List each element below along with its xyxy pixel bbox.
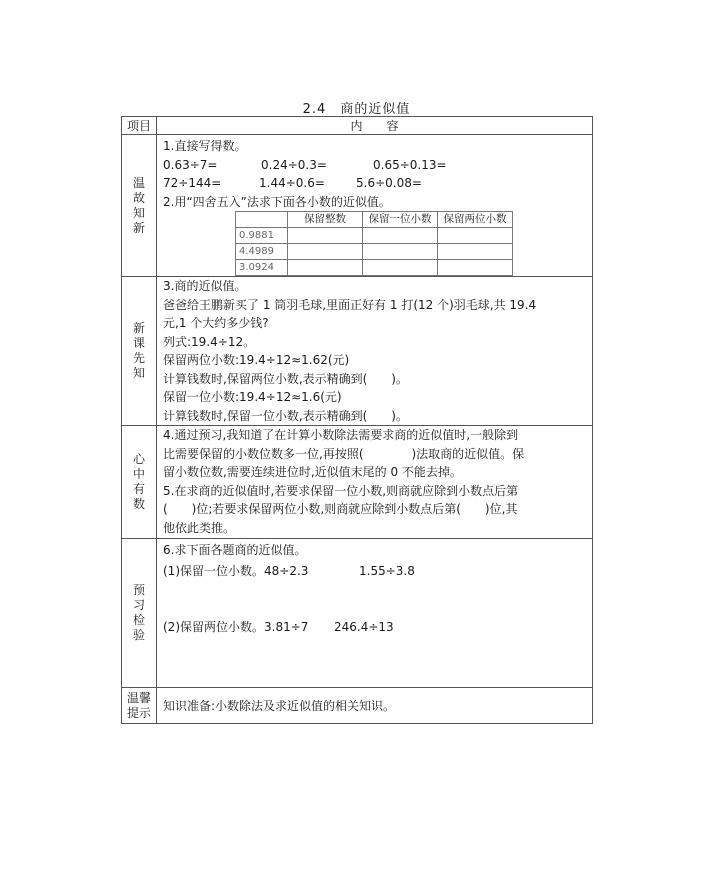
section-label-review: 温 故 知 新 — [122, 135, 157, 277]
header-content: 内 容 — [157, 117, 593, 135]
section-label-new-lesson: 新 课 先 知 — [122, 277, 157, 426]
header-item: 项目 — [122, 117, 157, 135]
table-row: 3.0924 — [236, 260, 513, 276]
answer-cell[interactable] — [438, 244, 513, 260]
section-key-points-content: 4.通过预习,我知道了在计算小数除法需要求商的近似值时,一般除到 比需要保留的小数位数多一位,再按照( )法取商的近似值。保 留小数位数,需要连续进位时,近似值末尾的 0 不能去掉。 5.在求商的近似值时,若要求保留一位小数,则商就应除到小数点后第 ( )位;若要求保留两位小数,则商就应除到小数点后第( )位,其 他依此类推。 — [157, 426, 593, 539]
col-integer: 保留整数 — [288, 212, 363, 228]
section-preview-check-content — [157, 539, 593, 688]
section-new-lesson-content: 3.商的近似值。 爸爸给王鹏新买了 1 筒羽毛球,里面正好有 1 打(12 个)羽毛球,共 19.4 元,1 个大约多少钱? 列式:19.4÷12。 保留两位小数:19.4÷12≈1.62(元) 计算钱数时,保留两位小数,表示精确到( )。 保留一位小数:19.4÷12≈1.6(元) 计算钱数时,保留一位小数,表示精确到( )。 — [157, 277, 593, 426]
question-6-part-1: (1)保留一位小数。48÷2.3 1.55÷3.8 — [163, 563, 415, 578]
answer-cell[interactable] — [363, 260, 438, 276]
section-new-lesson — [122, 277, 593, 426]
table-row: 4.4989 — [236, 244, 513, 260]
question-1-row-1: 0.63÷7= 0.24÷0.3= 0.65÷0.13= — [163, 157, 447, 172]
approximation-table — [235, 211, 513, 276]
section-preview-check — [122, 539, 593, 688]
section-review-content — [157, 135, 593, 277]
section-review — [122, 135, 593, 277]
answer-cell[interactable] — [288, 228, 363, 244]
page-title: 2.4 商的近似值 — [302, 102, 411, 117]
table-row: 0.9881 — [236, 228, 513, 244]
answer-cell[interactable] — [363, 244, 438, 260]
worksheet-table — [121, 116, 593, 724]
question-6-part-2: (2)保留两位小数。3.81÷7 246.4÷13 — [163, 620, 394, 634]
section-label-tips: 温馨 提示 — [122, 688, 157, 724]
answer-cell[interactable] — [288, 260, 363, 276]
answer-cell[interactable] — [363, 228, 438, 244]
col-two-decimal: 保留两位小数 — [438, 212, 513, 228]
col-one-decimal: 保留一位小数 — [363, 212, 438, 228]
answer-cell[interactable] — [438, 260, 513, 276]
question-2-title: 2.用“四舍五入”法求下面各小数的近似值。 — [163, 194, 391, 209]
section-label-preview-check: 预 习 检 验 — [122, 539, 157, 688]
answer-cell[interactable] — [438, 228, 513, 244]
question-6-title: 6.求下面各题商的近似值。 — [163, 543, 307, 557]
section-label-key-points: 心 中 有 数 — [122, 426, 157, 539]
section-tips-content: 知识准备:小数除法及求近似值的相关知识。 — [157, 688, 593, 724]
section-key-points — [122, 426, 593, 539]
answer-cell[interactable] — [288, 244, 363, 260]
question-1-title: 1.直接写得数。 — [163, 139, 247, 153]
question-1-row-2: 72÷144= 1.44÷0.6= 5.6÷0.08= — [163, 176, 422, 190]
section-tips — [122, 688, 593, 724]
table-header-row — [122, 117, 593, 135]
